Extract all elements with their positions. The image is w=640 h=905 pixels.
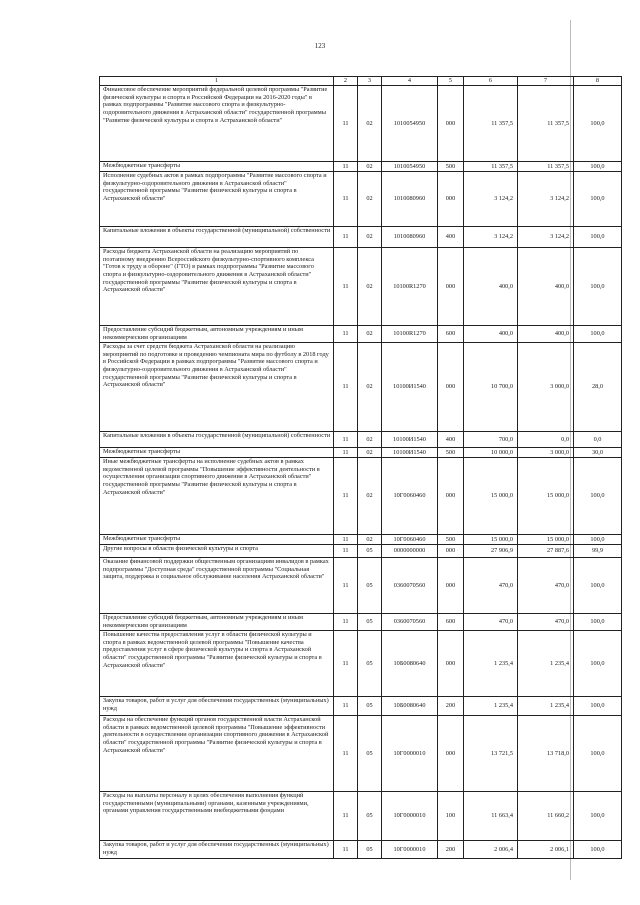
row-actual-amount: 11 357,5 [518, 86, 574, 162]
row-subsection: 02 [358, 162, 382, 172]
table-row [100, 86, 622, 162]
table-row [100, 535, 622, 545]
row-section: 11 [334, 792, 358, 841]
row-plan-amount: 470,0 [464, 614, 518, 631]
row-execution-percent: 100,0 [574, 535, 622, 545]
budget-table [99, 76, 622, 859]
row-section: 11 [334, 172, 358, 227]
row-target-article: 10Г0000010 [382, 716, 438, 792]
table-row [100, 162, 622, 172]
row-description: Расходы бюджета Астраханской области на реализацию мероприятий по поэтапному внедрению Всероссийского физкультурно-спортивного комплекса "Готов к труду и обороне" (ГТО) в рамках подпрограммы "Развитие массового спорта и физкультурно-оздоровительного движения в Астраханской области" государственной программы "Развитие физической культуры и спорта в Астраханской области" [100, 248, 334, 326]
row-target-article: 10100R1270 [382, 326, 438, 343]
row-description: Повышение качества предоставления услуг в области физической культуры и спорта в рамках ведомственной целевой программы "Повышение качества предоставления услуг в сфере физической культуры и спорта в Астраханской области" государственной программы "Развитие физической культуры и спорта в Астраханской области" [100, 631, 334, 697]
row-target-article: 10100И1540 [382, 448, 438, 458]
row-section: 11 [334, 326, 358, 343]
table-row [100, 227, 622, 248]
row-description: Межбюджетные трансферты [100, 535, 334, 545]
row-expense-type: 500 [438, 162, 464, 172]
row-execution-percent: 0,0 [574, 432, 622, 448]
row-section: 11 [334, 558, 358, 614]
row-subsection: 02 [358, 448, 382, 458]
row-description: Финансовое обеспечение мероприятий федеральной целевой программы "Развитие физической культуры и спорта в Российской Федерации на 2016-2020 годы" в рамках подпрограммы "Развитие массового спорта и физкультурно-оздоровительного движения в Астраханской области" государственной программы "Развитие физической культуры и спорта в Астраханской области" [100, 86, 334, 162]
row-description: Капитальные вложения в объекты государственной (муниципальной) собственности [100, 432, 334, 448]
row-actual-amount: 0,0 [518, 432, 574, 448]
table-row [100, 448, 622, 458]
row-subsection: 02 [358, 86, 382, 162]
row-section: 11 [334, 458, 358, 535]
row-target-article: 1010054950 [382, 162, 438, 172]
row-target-article: 10Б0080640 [382, 631, 438, 697]
row-execution-percent: 28,0 [574, 343, 622, 432]
row-subsection: 05 [358, 614, 382, 631]
row-execution-percent: 30,0 [574, 448, 622, 458]
row-section: 11 [334, 535, 358, 545]
row-actual-amount: 470,0 [518, 614, 574, 631]
row-subsection: 02 [358, 432, 382, 448]
row-actual-amount: 15 000,0 [518, 458, 574, 535]
row-execution-percent: 100,0 [574, 697, 622, 716]
table-row [100, 343, 622, 432]
row-subsection: 05 [358, 697, 382, 716]
row-actual-amount: 13 718,0 [518, 716, 574, 792]
row-execution-percent: 100,0 [574, 172, 622, 227]
row-target-article: 0360070560 [382, 558, 438, 614]
row-target-article: 1010080960 [382, 172, 438, 227]
row-section: 11 [334, 227, 358, 248]
row-execution-percent: 100,0 [574, 716, 622, 792]
row-plan-amount: 10 000,0 [464, 448, 518, 458]
row-description: Предоставление субсидий бюджетным, автономным учреждениям и иным некоммерческим организациям [100, 614, 334, 631]
table-row [100, 631, 622, 697]
row-subsection: 02 [358, 343, 382, 432]
row-description: Капитальные вложения в объекты государственной (муниципальной) собственности [100, 227, 334, 248]
row-description: Оказание финансовой поддержки общественным организациям инвалидов в рамках подпрограммы "Доступная среда" государственной программы "Социальная защита, поддержка и социальное обслуживание населения Астраханской области" [100, 558, 334, 614]
row-execution-percent: 100,0 [574, 248, 622, 326]
table-row [100, 458, 622, 535]
row-plan-amount: 10 700,0 [464, 343, 518, 432]
row-plan-amount: 1 235,4 [464, 631, 518, 697]
row-subsection: 05 [358, 545, 382, 558]
table-row [100, 697, 622, 716]
row-description: Закупка товаров, работ и услуг для обеспечения государственных (муниципальных) нужд [100, 697, 334, 716]
row-target-article: 0360070560 [382, 614, 438, 631]
row-description: Предоставление субсидий бюджетным, автономным учреждениям и иным некоммерческим организациям [100, 326, 334, 343]
column-header-6: 6 [464, 77, 518, 86]
row-plan-amount: 15 000,0 [464, 458, 518, 535]
column-header-7: 7 [518, 77, 574, 86]
row-execution-percent: 100,0 [574, 792, 622, 841]
row-actual-amount: 11 660,2 [518, 792, 574, 841]
row-target-article: 10Г0000010 [382, 792, 438, 841]
row-plan-amount: 3 124,2 [464, 172, 518, 227]
column-header-4: 4 [382, 77, 438, 86]
row-expense-type: 000 [438, 86, 464, 162]
table-row [100, 432, 622, 448]
row-actual-amount: 11 357,5 [518, 162, 574, 172]
column-header-5: 5 [438, 77, 464, 86]
table-row [100, 545, 622, 558]
row-plan-amount: 15 000,0 [464, 535, 518, 545]
page-number: 123 [314, 42, 326, 50]
row-target-article: 10100R1270 [382, 248, 438, 326]
row-subsection: 05 [358, 558, 382, 614]
row-execution-percent: 100,0 [574, 614, 622, 631]
row-expense-type: 000 [438, 545, 464, 558]
row-execution-percent: 100,0 [574, 841, 622, 859]
row-actual-amount: 470,0 [518, 558, 574, 614]
row-description: Исполнение судебных актов в рамках подпрограммы "Развитие массового спорта и физкультурно-оздоровительного движения в Астраханской области" государственной программы "Развитие физической культуры и спорта в Астраханской области" [100, 172, 334, 227]
row-plan-amount: 1 235,4 [464, 697, 518, 716]
column-header-1: 1 [100, 77, 334, 86]
row-target-article: 0000000000 [382, 545, 438, 558]
row-target-article: 10Г0060460 [382, 458, 438, 535]
table-row [100, 326, 622, 343]
row-target-article: 1010080960 [382, 227, 438, 248]
row-section: 11 [334, 448, 358, 458]
row-expense-type: 000 [438, 558, 464, 614]
row-expense-type: 000 [438, 172, 464, 227]
row-actual-amount: 3 124,2 [518, 172, 574, 227]
row-expense-type: 600 [438, 614, 464, 631]
row-execution-percent: 100,0 [574, 162, 622, 172]
row-plan-amount: 27 906,9 [464, 545, 518, 558]
row-target-article: 10Б0080640 [382, 697, 438, 716]
row-execution-percent: 99,9 [574, 545, 622, 558]
row-section: 11 [334, 716, 358, 792]
row-expense-type: 100 [438, 792, 464, 841]
row-plan-amount: 700,0 [464, 432, 518, 448]
row-actual-amount: 400,0 [518, 326, 574, 343]
row-plan-amount: 13 721,5 [464, 716, 518, 792]
row-actual-amount: 3 124,2 [518, 227, 574, 248]
row-section: 11 [334, 432, 358, 448]
row-target-article: 10100И1540 [382, 432, 438, 448]
row-plan-amount: 400,0 [464, 326, 518, 343]
row-subsection: 02 [358, 535, 382, 545]
row-plan-amount: 11 357,5 [464, 162, 518, 172]
row-description: Межбюджетные трансферты [100, 448, 334, 458]
row-expense-type: 000 [438, 248, 464, 326]
row-target-article: 10100И1540 [382, 343, 438, 432]
row-subsection: 02 [358, 172, 382, 227]
row-subsection: 05 [358, 631, 382, 697]
row-target-article: 1010054950 [382, 86, 438, 162]
row-description: Закупка товаров, работ и услуг для обеспечения государственных (муниципальных) нужд [100, 841, 334, 859]
row-execution-percent: 100,0 [574, 558, 622, 614]
row-actual-amount: 3 000,0 [518, 448, 574, 458]
row-subsection: 02 [358, 326, 382, 343]
table-row [100, 792, 622, 841]
row-actual-amount: 3 000,0 [518, 343, 574, 432]
row-subsection: 05 [358, 792, 382, 841]
column-header-8: 8 [574, 77, 622, 86]
row-subsection: 02 [358, 227, 382, 248]
row-description: Иные межбюджетные трансферты на исполнение судебных актов в рамках ведомственной целевой программы "Повышение эффективности деятельности в осуществлении организации спортивного движения в Астраханской области" государственной программы "Развитие физической культуры и спорта в Астраханской области" [100, 458, 334, 535]
row-description: Расходы на выплаты персоналу в целях обеспечения выполнения функций государственными (муниципальными) органами, казенными учреждениями, органами управления государственными внебюджетными фондами [100, 792, 334, 841]
row-description: Расходы за счет средств бюджета Астраханской области на реализацию мероприятий по подготовке и проведению чемпионата мира по футболу в 2018 году в Российской Федерации в рамках подпрограммы "Развитие массового спорта и физкультурно-оздоровительного движения в Астраханской области" государственной программы "Развитие физической культуры и спорта в Астраханской области" [100, 343, 334, 432]
row-subsection: 02 [358, 248, 382, 326]
row-execution-percent: 100,0 [574, 86, 622, 162]
row-expense-type: 400 [438, 227, 464, 248]
row-actual-amount: 400,0 [518, 248, 574, 326]
table-row [100, 172, 622, 227]
row-subsection: 05 [358, 716, 382, 792]
table-row [100, 558, 622, 614]
row-actual-amount: 1 235,4 [518, 631, 574, 697]
table-row [100, 614, 622, 631]
table-header-row [100, 77, 622, 86]
row-section: 11 [334, 614, 358, 631]
table-row [100, 716, 622, 792]
column-header-3: 3 [358, 77, 382, 86]
row-plan-amount: 400,0 [464, 248, 518, 326]
row-execution-percent: 100,0 [574, 326, 622, 343]
row-expense-type: 000 [438, 458, 464, 535]
row-section: 11 [334, 86, 358, 162]
row-section: 11 [334, 343, 358, 432]
row-execution-percent: 100,0 [574, 227, 622, 248]
table-row [100, 841, 622, 859]
row-expense-type: 500 [438, 448, 464, 458]
row-plan-amount: 2 006,4 [464, 841, 518, 859]
row-plan-amount: 11 357,5 [464, 86, 518, 162]
row-expense-type: 500 [438, 535, 464, 545]
row-description: Межбюджетные трансферты [100, 162, 334, 172]
row-execution-percent: 100,0 [574, 631, 622, 697]
row-subsection: 05 [358, 841, 382, 859]
row-section: 11 [334, 631, 358, 697]
column-header-2: 2 [334, 77, 358, 86]
row-section: 11 [334, 545, 358, 558]
row-section: 11 [334, 162, 358, 172]
row-actual-amount: 1 235,4 [518, 697, 574, 716]
row-target-article: 10Г0060460 [382, 535, 438, 545]
row-expense-type: 400 [438, 432, 464, 448]
row-section: 11 [334, 248, 358, 326]
row-subsection: 02 [358, 458, 382, 535]
row-description: Другие вопросы в области физической культуры и спорта [100, 545, 334, 558]
row-plan-amount: 470,0 [464, 558, 518, 614]
row-expense-type: 000 [438, 631, 464, 697]
row-execution-percent: 100,0 [574, 458, 622, 535]
row-actual-amount: 15 000,0 [518, 535, 574, 545]
row-expense-type: 200 [438, 841, 464, 859]
row-expense-type: 200 [438, 697, 464, 716]
row-target-article: 10Г0000010 [382, 841, 438, 859]
row-section: 11 [334, 841, 358, 859]
row-expense-type: 600 [438, 326, 464, 343]
row-section: 11 [334, 697, 358, 716]
row-expense-type: 000 [438, 716, 464, 792]
row-plan-amount: 3 124,2 [464, 227, 518, 248]
row-plan-amount: 11 663,4 [464, 792, 518, 841]
row-actual-amount: 27 887,6 [518, 545, 574, 558]
row-description: Расходы на обеспечение функций органов государственной власти Астраханской области в рамках ведомственной целевой программы "Повышение эффективности деятельности в осуществлении организации спортивного движения в Астраханской области" государственной программы "Развитие физической культуры и спорта в Астраханской области" [100, 716, 334, 792]
row-actual-amount: 2 006,1 [518, 841, 574, 859]
table-row [100, 248, 622, 326]
row-expense-type: 000 [438, 343, 464, 432]
